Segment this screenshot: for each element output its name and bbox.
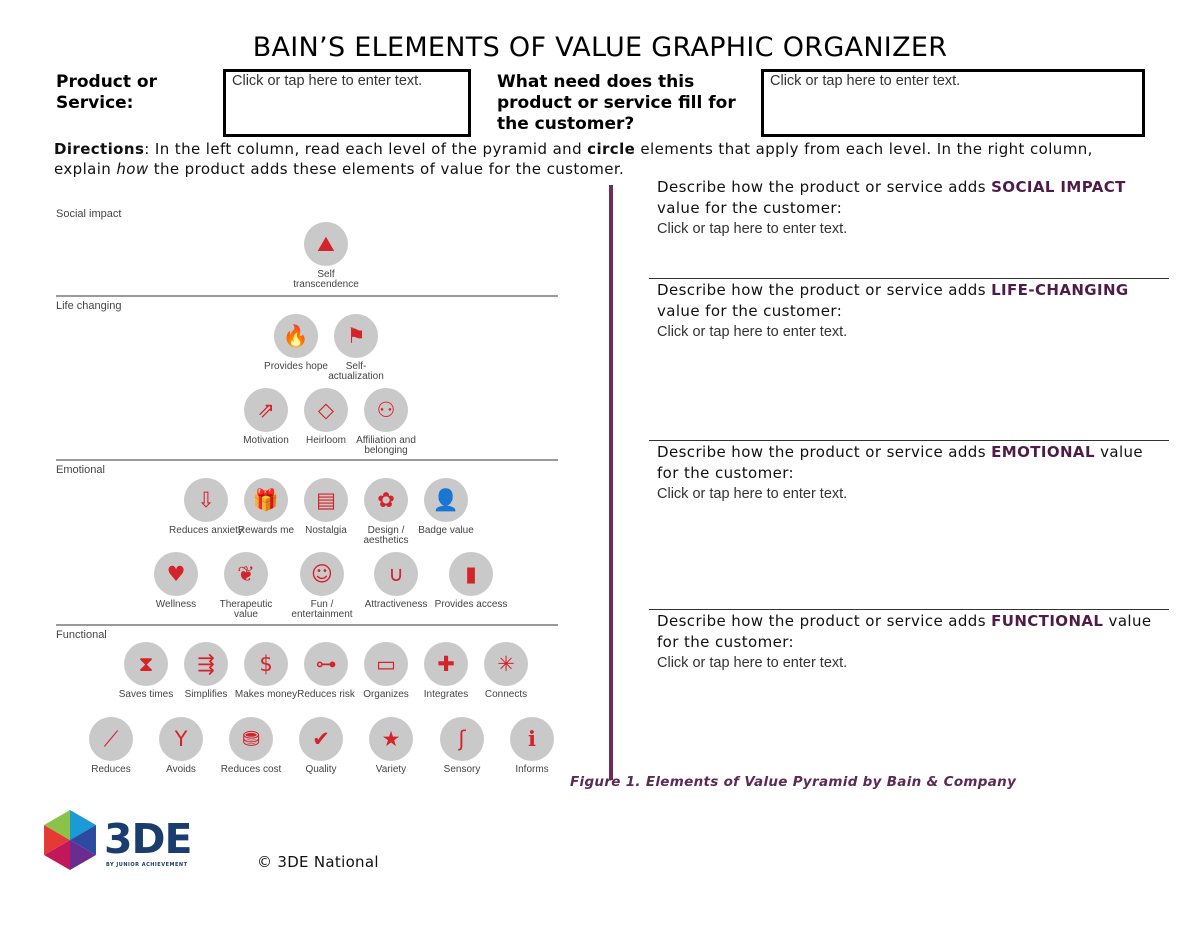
need-label: What need does this product or service fill for the customer? <box>497 72 736 134</box>
section-rule <box>649 440 1169 441</box>
value-element[interactable] <box>424 717 500 775</box>
product-input[interactable]: Click or tap here to enter text. <box>223 69 471 137</box>
value-element[interactable] <box>283 717 359 775</box>
value-element-label: Motivation <box>243 435 289 446</box>
radio-icon: ▤ <box>304 478 348 522</box>
prompt-highlight: EMOTIONAL <box>991 443 1095 461</box>
value-element[interactable] <box>468 642 544 700</box>
money-icon: $ <box>244 642 288 686</box>
coins-icon: ⛃ <box>229 717 273 761</box>
value-element[interactable] <box>348 388 424 456</box>
speech-bubbles-icon: ☺ <box>300 552 344 596</box>
social-impact-response <box>657 177 1157 240</box>
funnel-arrows-icon: ⇶ <box>184 642 228 686</box>
value-element-label: Reduces <box>91 764 131 775</box>
hourglass-icon: ⧗ <box>124 642 168 686</box>
value-element-label: Rewards me <box>237 525 295 536</box>
prompt-text: Describe how the product or service adds <box>657 281 992 299</box>
value-element-label: Variety <box>375 764 407 775</box>
value-element[interactable] <box>288 222 364 290</box>
leaf-icon: ❦ <box>224 552 268 596</box>
value-element-label: Heirloom <box>305 435 346 446</box>
emotional-response <box>657 442 1157 505</box>
value-element-label: Connects <box>484 689 528 700</box>
copyright: © 3DE National <box>257 853 379 871</box>
directions-text-2: elements that apply from each level. In the right column, explain <box>54 140 1093 178</box>
directions-text-3: the product adds these elements of value for the customer. <box>148 160 625 178</box>
3de-logo-icon <box>38 808 102 872</box>
value-element[interactable] <box>408 478 484 536</box>
value-element[interactable] <box>213 717 289 775</box>
value-element-label: Saves times <box>118 689 174 700</box>
value-element-label: Nostalgia <box>305 525 347 536</box>
value-element[interactable] <box>208 552 284 620</box>
product-label: Product or Service: <box>56 72 157 113</box>
directions-circle: circle <box>587 140 636 158</box>
section-functional: Functional <box>56 629 107 641</box>
value-element-label: Affiliation and belonging <box>356 435 416 456</box>
section-rule <box>649 609 1169 610</box>
directions-how: how <box>116 160 149 178</box>
value-element-label: Sensory <box>443 764 481 775</box>
info-icon: ℹ <box>510 717 554 761</box>
value-element[interactable] <box>358 552 434 610</box>
value-element-label: Reduces anxiety <box>169 525 243 536</box>
open-door-icon: ▮ <box>449 552 493 596</box>
value-element-label: Badge value <box>418 525 474 536</box>
page-title: BAIN’S ELEMENTS OF VALUE GRAPHIC ORGANIZER <box>252 32 948 63</box>
value-element-label: Reduces cost <box>220 764 282 775</box>
emotional-input[interactable]: Click or tap here to enter text. <box>657 486 848 502</box>
prompt-text: Describe how the product or service adds <box>657 178 992 196</box>
value-element[interactable] <box>494 717 570 775</box>
down-arrow-icon: ⇩ <box>184 478 228 522</box>
column-divider <box>609 185 613 780</box>
value-element-label: Fun / entertainment <box>291 599 353 620</box>
value-element-label: Attractiveness <box>364 599 428 610</box>
value-element[interactable] <box>318 314 394 382</box>
seesaw-icon: ⟋ <box>89 717 133 761</box>
directions-text-1: : In the left column, read each level of the pyramid and <box>144 140 588 158</box>
fork-road-icon: Y <box>159 717 203 761</box>
value-element-label: Therapeutic value <box>219 599 273 620</box>
people-circle-icon: ⚇ <box>364 388 408 432</box>
functional-response <box>657 611 1157 674</box>
prompt-text: Describe how the product or service adds <box>657 443 992 461</box>
value-element[interactable] <box>284 552 360 620</box>
value-element[interactable] <box>143 717 219 775</box>
value-element-label: Provides hope <box>264 361 328 372</box>
figure-caption: Figure 1. Elements of Value Pyramid by Bain & Company <box>570 774 1017 790</box>
prompt-text: value for the customer: <box>657 443 1144 482</box>
summit-flag-icon: ⚑ <box>334 314 378 358</box>
logo-text: 3DE <box>104 815 192 863</box>
prompt-text: value for the customer: <box>657 198 843 217</box>
value-element-label: Design / aesthetics <box>363 525 409 546</box>
ear-icon: ʃ <box>440 717 484 761</box>
section-divider <box>56 624 558 626</box>
section-divider <box>56 295 558 297</box>
directions <box>54 139 1114 179</box>
directions-lead: Directions <box>54 140 145 158</box>
prompt-highlight: LIFE-CHANGING <box>991 281 1129 299</box>
runner-icon: ⇗ <box>244 388 288 432</box>
plug-icon: ⊶ <box>304 642 348 686</box>
value-element-label: Organizes <box>363 689 409 700</box>
gift-icon: 🎁 <box>244 478 288 522</box>
prompt-text: Describe how the product or service adds <box>657 612 992 630</box>
life-changing-response <box>657 280 1157 343</box>
section-emotional: Emotional <box>56 464 105 476</box>
social-impact-input[interactable]: Click or tap here to enter text. <box>657 221 848 237</box>
checkmark-icon: ✔ <box>299 717 343 761</box>
climber-icon: ⛰ <box>304 222 348 266</box>
flame-icon: 🔥 <box>274 314 318 358</box>
value-element-label: Avoids <box>166 764 196 775</box>
value-element-label: Simplifies <box>184 689 228 700</box>
value-element-label: Quality <box>305 764 337 775</box>
value-element-label: Reduces risk <box>297 689 355 700</box>
value-element-label: Self transcendence <box>293 269 359 290</box>
prompt-text: value for the customer: <box>657 301 843 320</box>
value-element[interactable] <box>433 552 509 610</box>
section-rule <box>649 278 1169 279</box>
value-element-label: Makes money <box>234 689 298 700</box>
functional-input[interactable]: Click or tap here to enter text. <box>657 655 848 671</box>
section-life-changing: Life changing <box>56 300 122 312</box>
value-element-label: Self-actualization <box>328 361 384 382</box>
folder-icon: ▭ <box>364 642 408 686</box>
value-element-label: Integrates <box>423 689 469 700</box>
value-element[interactable] <box>138 552 214 610</box>
diamond-icon: ◇ <box>304 388 348 432</box>
prompt-text: value for the customer: <box>657 612 1152 651</box>
section-social-impact: Social impact <box>56 208 122 220</box>
heart-pulse-icon: ♥ <box>154 552 198 596</box>
value-element-label: Informs <box>515 764 549 775</box>
network-icon: ✳ <box>484 642 528 686</box>
logo-subtext: BY JUNIOR ACHIEVEMENT <box>106 862 188 868</box>
magnet-icon: ∪ <box>374 552 418 596</box>
palette-icon: ✿ <box>364 478 408 522</box>
section-divider <box>56 459 558 461</box>
need-input[interactable]: Click or tap here to enter text. <box>761 69 1145 137</box>
puzzle-icon: ✚ <box>424 642 468 686</box>
person-badge-icon: 👤 <box>424 478 468 522</box>
life-changing-input[interactable]: Click or tap here to enter text. <box>657 324 848 340</box>
value-element[interactable] <box>353 717 429 775</box>
shapes-icon: ★ <box>369 717 413 761</box>
prompt-highlight: FUNCTIONAL <box>991 612 1104 630</box>
value-element-label: Provides access <box>434 599 508 610</box>
value-element-label: Wellness <box>155 599 197 610</box>
value-element[interactable] <box>73 717 149 775</box>
prompt-highlight: SOCIAL IMPACT <box>991 178 1126 196</box>
